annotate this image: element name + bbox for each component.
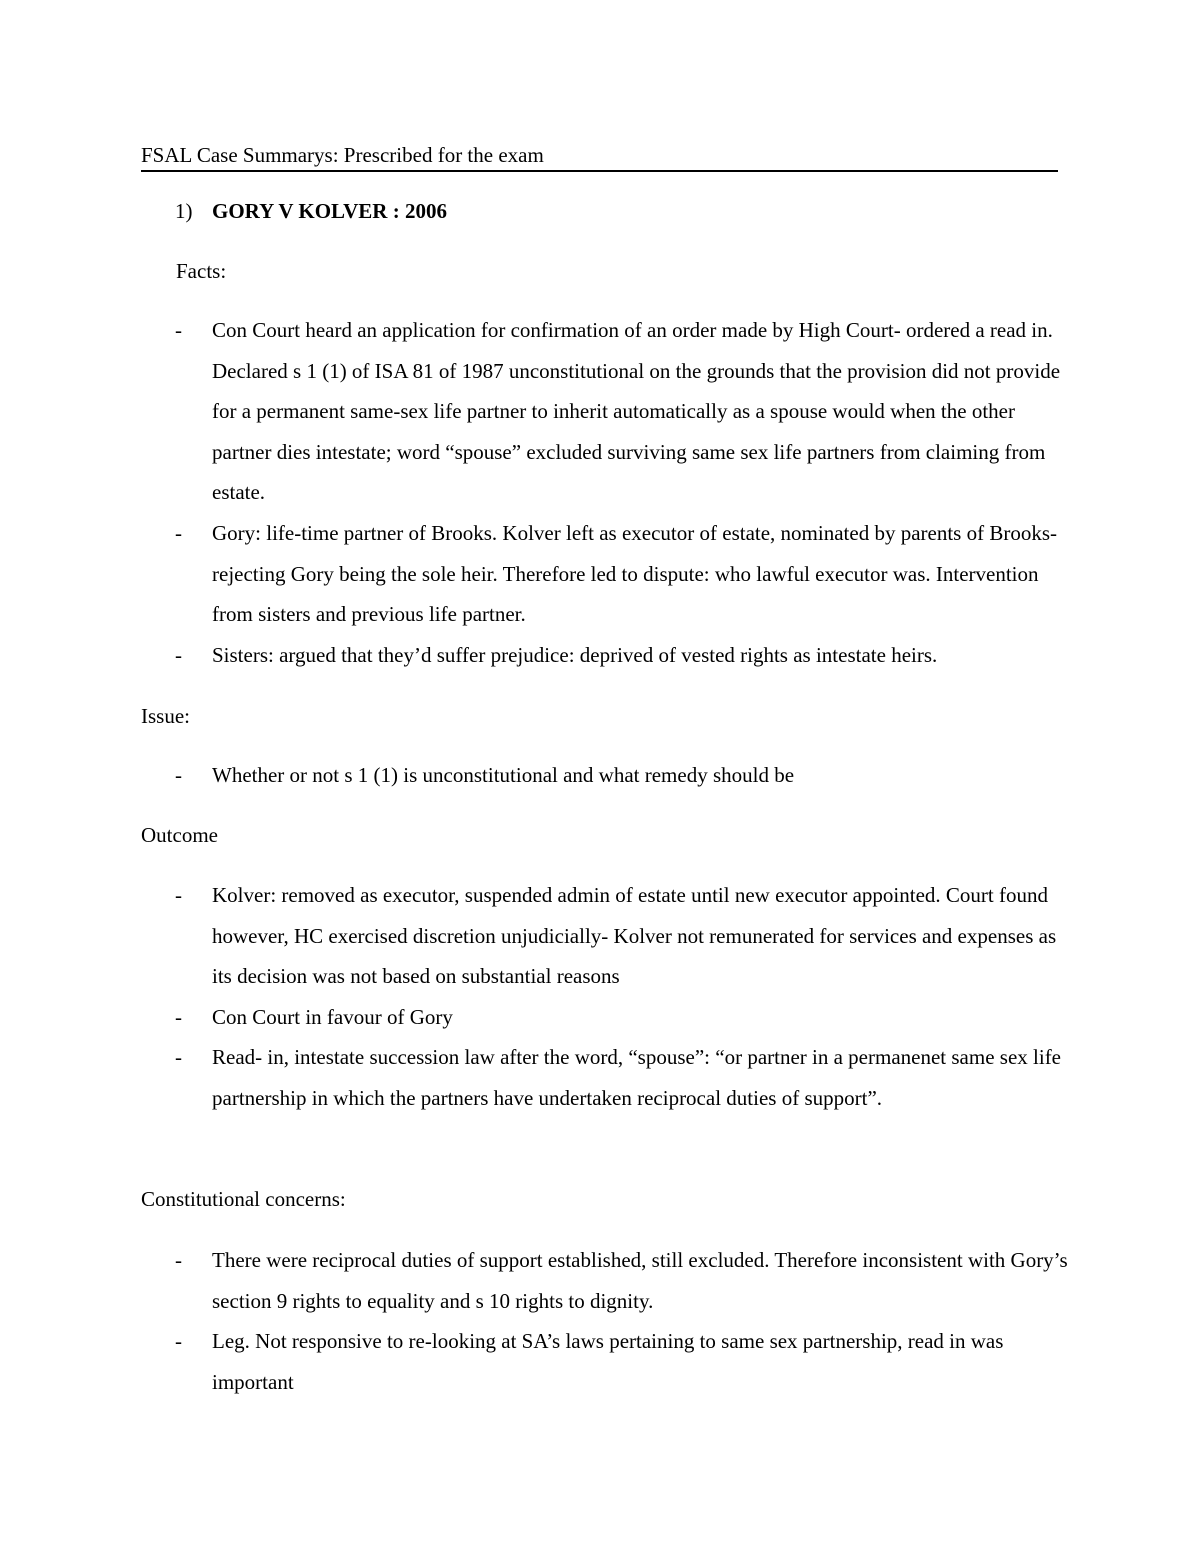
issue-list xyxy=(175,755,1070,796)
bullet-dash: - xyxy=(175,520,182,545)
bullet-dash: - xyxy=(175,883,182,907)
list-item xyxy=(175,875,1070,997)
bullet-dash: - xyxy=(175,318,182,342)
list-item-text: Read- in, intestate succession law after the word, “spouse”: “or partner in a permanenet same sex life partnership in which the partners have undertaken reciprocal duties of support”. xyxy=(212,1045,1062,1110)
facts-list xyxy=(175,310,1070,675)
bullet-dash: - xyxy=(175,1045,182,1070)
case-heading xyxy=(175,198,447,224)
list-item xyxy=(175,1240,1070,1321)
constitutional-concerns-list xyxy=(175,1240,1070,1402)
outcome-label: Outcome xyxy=(141,823,218,847)
case-number: 1) xyxy=(175,199,193,223)
list-item xyxy=(175,513,1070,635)
list-item xyxy=(175,635,1070,676)
constitutional-concerns-label: Constitutional concerns: xyxy=(141,1187,346,1211)
list-item-text: Sisters: argued that they’d suffer prejudice: deprived of vested rights as intestate heirs. xyxy=(212,642,938,667)
bullet-dash: - xyxy=(175,1329,182,1354)
bullet-dash: - xyxy=(175,642,182,667)
bullet-dash: - xyxy=(175,1004,182,1029)
case-name: GORY V KOLVER : 2006 xyxy=(212,199,447,223)
list-item xyxy=(175,755,1070,796)
list-item-text: Whether or not s 1 (1) is unconstitutional and what remedy should be xyxy=(212,763,795,787)
issue-label: Issue: xyxy=(141,704,190,728)
list-item xyxy=(175,997,1070,1038)
list-item xyxy=(175,1037,1070,1118)
list-item-text: Gory: life-time partner of Brooks. Kolver left as executor of estate, nominated by parents of Brooks- rejecting Gory being the sole heir. Therefore led to dispute: who lawful executor was. Intervention from sisters and previous life partner. xyxy=(212,520,1057,627)
list-item-text: Kolver: removed as executor, suspended admin of estate until new executor appointed. Court found however, HC exercised discretion unjudicially- Kolver not remunerated for services and expenses as its decision was not based on substantial reasons xyxy=(212,883,1057,989)
outcome-list xyxy=(175,875,1070,1119)
bullet-dash: - xyxy=(175,1248,182,1272)
list-item-text: Con Court in favour of Gory xyxy=(212,1004,453,1029)
list-item-text: There were reciprocal duties of support established, still excluded. Therefore inconsistent with Gory’s section 9 rights to equality and s 10 rights to dignity. xyxy=(212,1248,1068,1313)
facts-label: Facts: xyxy=(176,259,227,283)
list-item xyxy=(175,310,1070,513)
bullet-dash: - xyxy=(175,763,182,787)
list-item-text: Leg. Not responsive to re-looking at SA’s laws pertaining to same sex partnership, read in was important xyxy=(212,1329,1004,1394)
document-title: FSAL Case Summarys: Prescribed for the exam xyxy=(141,142,1058,172)
list-item-text: Con Court heard an application for confirmation of an order made by High Court- ordered a read in. Declared s 1 (1) of ISA 81 of 1987 unconstitutional on the grounds that the provision did not provide for a permanent same-sex life partner to inherit automatically as a spouse would when the other partner dies intestate; word “spouse” excluded surviving same sex life partners from claiming from estate. xyxy=(212,318,1061,505)
list-item xyxy=(175,1321,1070,1402)
